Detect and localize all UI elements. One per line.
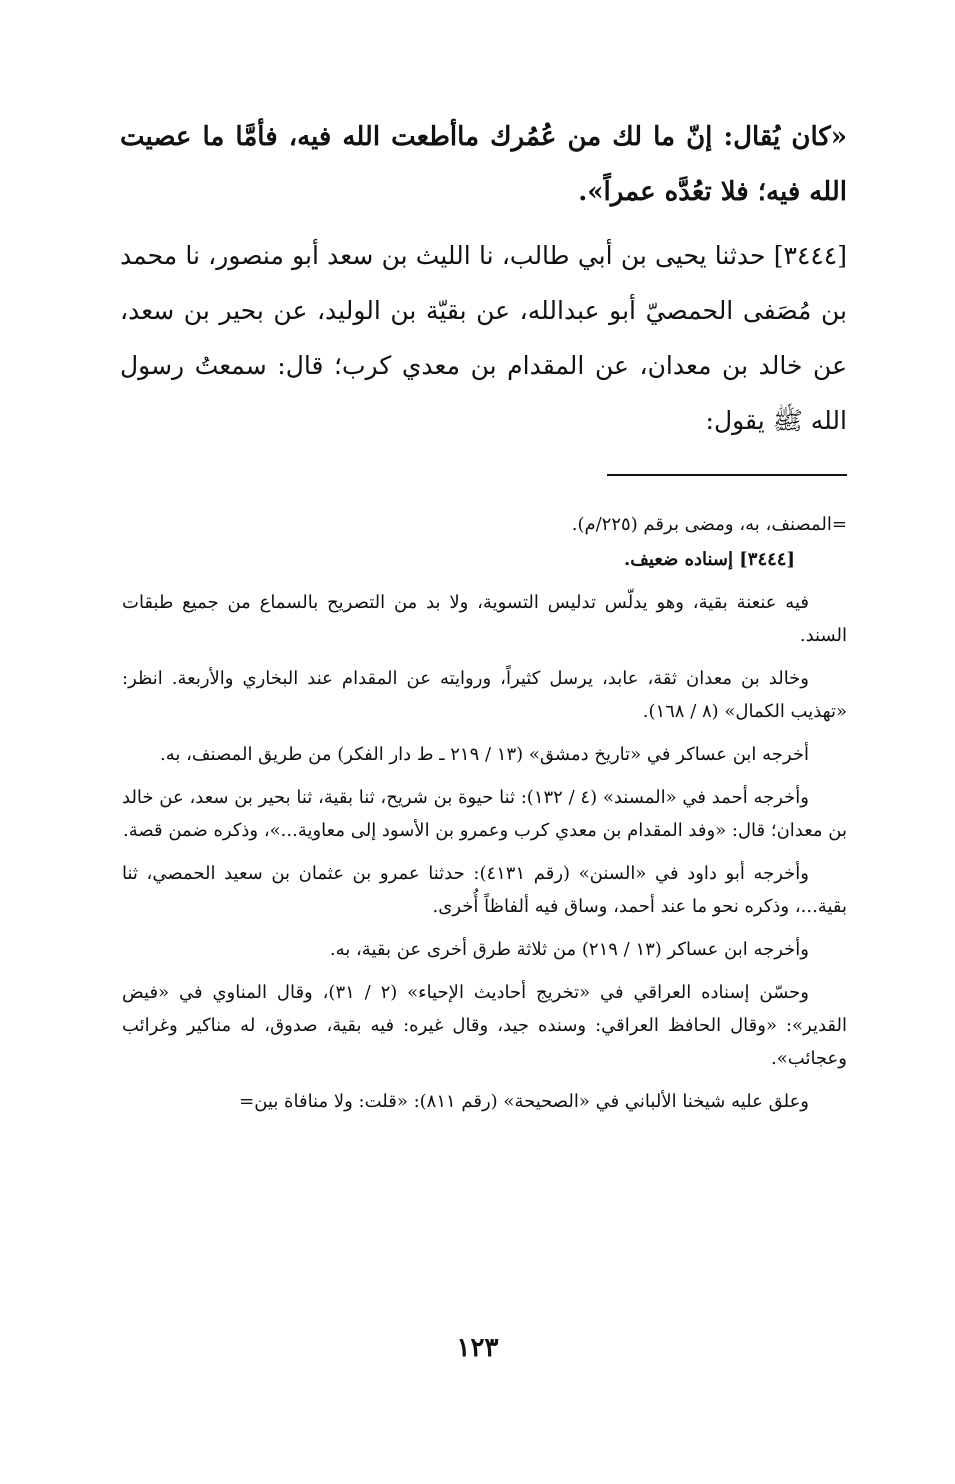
- quote-paragraph: [120, 110, 847, 220]
- footnote-paragraph: وأخرجه ابن عساكر (١٣ / ٢١٩) من ثلاثة طرق أخرى عن بقية، به.: [329, 939, 809, 960]
- hadith-paragraph: [120, 228, 847, 448]
- footnote-heading: [٣٤٤٤] إسناده ضعيف.: [624, 549, 795, 570]
- footnote-divider: [607, 474, 847, 476]
- footnote-paragraph: وأخرجه أبو داود في «السنن» (رقم ٤١٣١): حدثنا عمرو بن عثمان بن سعيد الحمصي، ثنا بقية...، وذكره نحو ما عند أحمد، وساق فيه ألفاظاً أُخرى.: [122, 863, 847, 917]
- footnote-continued: =المصنف، به، ومضى برقم (٢٢٥/م).: [571, 514, 847, 535]
- hadith-body: [120, 228, 847, 448]
- footnote-paragraph: وحسّن إسناده العراقي في «تخريج أحاديث الإحياء» (٢ / ٣١)، وقال المناوي في «فيض القدير»: «وقال الحافظ العراقي: وسنده جيد، وقال غيره: فيه بقية، صدوق، له مناكير وغرائب وعجائب».: [122, 982, 847, 1069]
- footnote-paragraph: أخرجه ابن عساكر في «تاريخ دمشق» (١٣ / ٢١٩ ـ ط دار الفكر) من طريق المصنف، به.: [159, 744, 809, 765]
- footnote-paragraph: وأخرجه أحمد في «المسند» (٤ / ١٣٢): ثنا حيوة بن شريح، ثنا بقية، ثنا بحير بن سعد، عن خالد بن معدان؛ قال: «وفد المقدام بن معدي كرب وعمرو بن الأسود إلى معاوية...»، وذكره ضمن قصة.: [122, 787, 847, 841]
- footnotes-section: [122, 508, 847, 1128]
- hadith-text: حدثنا يحيى بن أبي طالب، نا الليث بن سعد أبو منصور، نا محمد بن مُصَفى الحمصيّ أبو عبدالله، عن بقيّة بن الوليد، عن بحير بن سعد، عن خالد بن معدان، عن المقدام بن معدي كرب؛ قال: سمعتُ رسول الله ﷺ يقول:: [120, 241, 847, 435]
- footnote-paragraph: وعلق عليه شيخنا الألباني في «الصحيحة» (رقم ٨١١): «قلت: ولا منافاة بين=: [239, 1091, 809, 1112]
- footnote-paragraph: وخالد بن معدان ثقة، عابد، يرسل كثيراً، وروايته عن المقدام عند البخاري والأربعة. انظر: «تهذيب الكمال» (٨ / ١٦٨).: [122, 668, 847, 722]
- page-number: ١٢٣: [456, 1333, 499, 1363]
- footnote-paragraph: فيه عنعنة بقية، وهو يدلّس تدليس التسوية، ولا بد من التصريح بالسماع من جميع طبقات السند.: [122, 592, 847, 646]
- quote-text: «كان يُقال: إنّ ما لك من عُمُرك ماأطعت الله فيه، فأمَّا ما عصيت الله فيه؛ فلا تعُدَّه عمراً».: [120, 122, 847, 207]
- hadith-number: [٣٤٤٤]: [773, 241, 847, 270]
